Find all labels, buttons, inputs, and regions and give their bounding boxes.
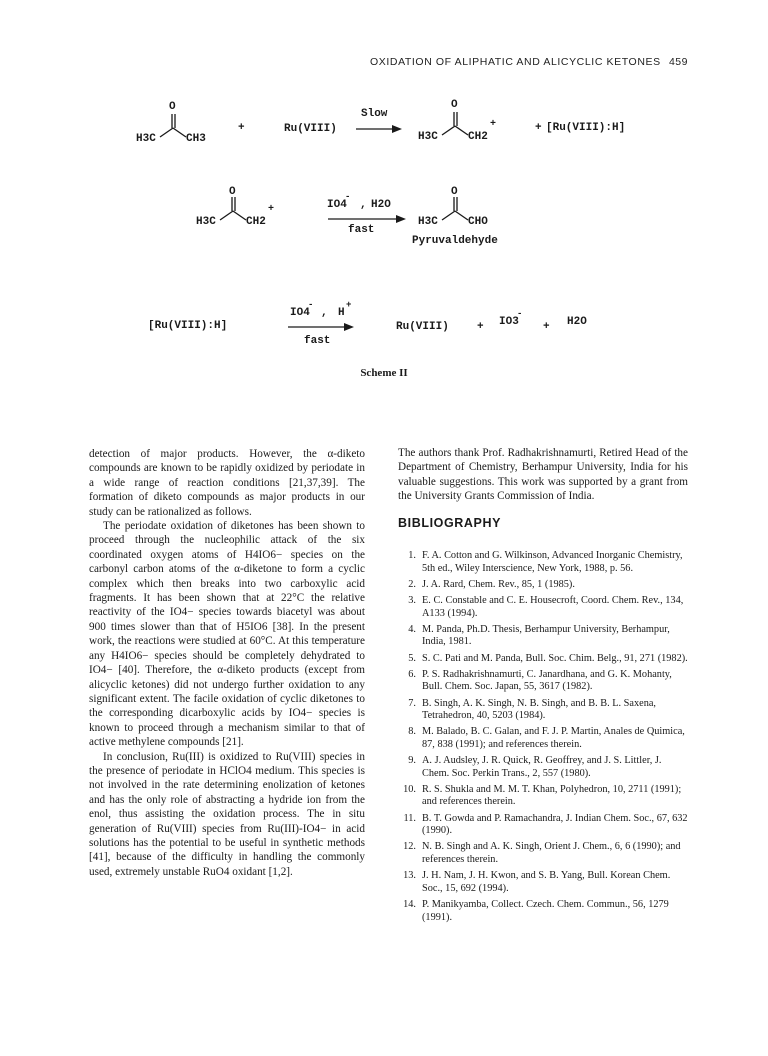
reference-number: 3 . — [398, 595, 416, 608]
reference-number: 14 . — [398, 899, 416, 912]
ruthenium-hydride-complex: [Ru(VIII):H] — [148, 320, 228, 332]
reference-item — [398, 755, 688, 780]
reference-number: 11 . — [398, 813, 416, 826]
anion-charge: - — [345, 192, 351, 202]
reference-text: B. Singh, A. K. Singh, N. B. Singh, and B. B. L. Saxena, Tetrahedron, 40, 5203 (1984). — [422, 697, 656, 722]
reference-item — [398, 653, 688, 666]
paragraph: The periodate oxidation of diketones has been shown to proceed through the nucleophilic attack of the six coordinated oxygen atoms of H4IO6− species on the carbonyl carbon atoms of the α-diketone to form a cyclic complex which then breaks into two carboxylic acid fragments. It has been shown that at 22°C the relative reactivity of the IO4− species towards biacetyl was about 900 times slower than that of H5IO6 [38]. In the present work, the reactions were studied at 60°C. At this temperature any H4IO6− species should be completely dehydrated to IO4− [40]. Therefore, the α-diketo products (except from alicyclic ketones) did not undergo further oxidation to any significant extent. The facile oxidation of cyclic diketones to the corresponding dicarboxylic acids by IO4− species is known to proceed through a mechanism similar to that of active methylene compounds [21]. — [89, 520, 365, 749]
methyl-label: H3C — [196, 216, 216, 228]
reference-item — [398, 698, 688, 723]
proton-reagent: H — [338, 307, 345, 319]
reference-item — [398, 813, 688, 838]
body-left-column — [89, 447, 365, 879]
reference-number: 4 . — [398, 624, 416, 637]
ruthenium-species: Ru(VIII) — [396, 321, 449, 333]
reference-number: 1 . — [398, 550, 416, 563]
reference-text: E. C. Constable and C. E. Housecroft, Coord. Chem. Rev., 134, A133 (1994). — [422, 594, 684, 619]
reference-item — [398, 726, 688, 751]
bibliography-heading: BIBLIOGRAPHY — [398, 516, 502, 530]
reference-number: 6 . — [398, 669, 416, 682]
reference-text: P. S. Radhakrishnamurti, C. Janardhana, and G. K. Mohanty, Bull. Chem. Soc. Japan, 55, 3617 (1982). — [422, 668, 672, 693]
reference-item — [398, 870, 688, 895]
oxygen-label: O — [169, 101, 176, 113]
methylene-label: CH2 — [468, 131, 488, 143]
ch3-bond-left-3 — [220, 211, 233, 220]
water-product: H2O — [567, 316, 587, 328]
separator: , — [321, 307, 328, 319]
acknowledgment — [398, 446, 688, 504]
reference-text: P. Manikyamba, Collect. Czech. Chem. Commun., 56, 1279 (1991). — [422, 898, 669, 923]
ruthenium-hydride-complex: [Ru(VIII):H] — [546, 122, 626, 134]
plus-sign: + — [477, 321, 484, 333]
reference-number: 7 . — [398, 698, 416, 711]
reference-item — [398, 669, 688, 694]
oxygen-label: O — [451, 186, 458, 198]
reference-number: 2 . — [398, 579, 416, 592]
cation-charge: + — [490, 119, 497, 130]
plus-sign: + — [238, 122, 245, 134]
condition-label: fast — [304, 335, 331, 347]
separator: , — [360, 199, 367, 211]
arrow-fast-head-1 — [396, 215, 406, 223]
methyl-label: CH3 — [186, 133, 206, 145]
reference-list — [398, 550, 688, 928]
reference-item — [398, 841, 688, 866]
product-name: Pyruvaldehyde — [412, 235, 498, 247]
reference-item — [398, 899, 688, 924]
scheme-caption: Scheme II — [360, 367, 408, 379]
reference-number: 13 . — [398, 870, 416, 883]
methylene-label: CH2 — [246, 216, 266, 228]
anion-charge: - — [308, 300, 314, 310]
ch2-bond-right-2 — [455, 126, 468, 135]
page-number: 459 — [668, 56, 688, 68]
reference-text: F. A. Cotton and G. Wilkinson, Advanced Inorganic Chemistry, 5th ed., Wiley Interscience, New York, 1988, p. 56. — [422, 550, 683, 574]
reference-number: 10 . — [398, 784, 416, 797]
reference-text: J. A. Rard, Chem. Rev., 85, 1 (1985). — [422, 578, 575, 590]
reference-text: S. C. Pati and M. Panda, Bull. Soc. Chim. Belg., 91, 271 (1982). — [422, 652, 688, 664]
periodate-reagent: IO4 — [327, 199, 347, 211]
acknowledgment-text: The authors thank Prof. Radhakrishnamurti, Retired Head of the Department of Chemistry, Berhampur University, India for his valuable suggestions. This work was supported by a grant from the University Grants Commission of India. — [398, 447, 688, 503]
methyl-label: H3C — [136, 133, 156, 145]
iodate-product: IO3 — [499, 316, 519, 328]
ch3-bond-right-1 — [173, 128, 186, 137]
oxygen-label: O — [451, 99, 458, 111]
reference-text: M. Balado, B. C. Galan, and F. J. P. Martin, Anales de Quimica, 87, 838 (1991); and references therein. — [422, 726, 685, 750]
reference-number: 12 . — [398, 841, 416, 854]
ch2-bond-right-3 — [233, 211, 246, 220]
reference-item — [398, 595, 688, 620]
plus-sign: + — [543, 321, 550, 333]
running-title: OXIDATION OF ALIPHATIC AND ALICYCLIC KETONES — [370, 56, 661, 68]
condition-label: Slow — [361, 108, 388, 120]
methyl-label: H3C — [418, 131, 438, 143]
paragraph: In conclusion, Ru(III) is oxidized to Ru(VIII) species in the presence of periodate in HClO4 medium. This species is not involved in the rate determining enolization of ketones and has the only role of abstracting a hydride ion from the enol, thus assisting the oxidation process. The in situ generation of Ru(VIII) species from Ru(III)-IO4− in acid solutions has the potential to be useful in synthetic methods [41], because of the difficulty in handling the commonly used, extremely unstable RuO4 oxidant [1,2]. — [89, 750, 365, 878]
periodate-reagent: IO4 — [290, 307, 310, 319]
oxygen-label: O — [229, 186, 236, 198]
reference-text: M. Panda, Ph.D. Thesis, Berhampur University, Berhampur, India, 1981. — [422, 623, 670, 648]
ch3-bond-left-2 — [442, 126, 455, 135]
water-reagent: H2O — [371, 199, 391, 211]
reference-text: N. B. Singh and A. K. Singh, Orient J. Chem., 6, 6 (1990); and references therein. — [422, 841, 681, 865]
cation-charge: + — [268, 204, 275, 215]
cho-bond-right-4 — [455, 211, 468, 220]
reference-item — [398, 784, 688, 809]
ch3-bond-left-1 — [160, 128, 173, 137]
paragraph: detection of major products. However, the α-diketo compounds are known to be rapidly oxidized by periodate in a wide range of reaction conditions [21,37,39]. The formation of diketo compounds as major products in our study can be rationalized as follows. — [89, 448, 365, 518]
ch3-bond-left-4 — [442, 211, 455, 220]
arrow-slow-head — [392, 125, 402, 133]
anion-charge: - — [517, 309, 523, 319]
reference-text: B. T. Gowda and P. Ramachandra, J. Indian Chem. Soc., 67, 632 (1990). — [422, 812, 688, 837]
plus-sign: + — [535, 122, 542, 134]
reference-number: 5 . — [398, 653, 416, 666]
reference-text: R. S. Shukla and M. M. T. Khan, Polyhedron, 10, 2711 (1991); and references therein. — [422, 783, 682, 808]
reference-item — [398, 579, 688, 592]
reference-item — [398, 550, 688, 575]
ruthenium-species: Ru(VIII) — [284, 123, 337, 135]
condition-label: fast — [348, 224, 375, 236]
reference-number: 8 . — [398, 726, 416, 739]
aldehyde-label: CHO — [468, 216, 488, 228]
arrow-fast-head-2 — [344, 323, 354, 331]
reference-text: A. J. Audsley, J. R. Quick, R. Geoffrey, and J. S. Littler, J. Chem. Soc. Perkin Trans., 2, 557 (1980). — [422, 755, 662, 779]
reference-number: 9 . — [398, 755, 416, 768]
reference-text: J. H. Nam, J. H. Kwon, and S. B. Yang, Bull. Korean Chem. Soc., 15, 692 (1994). — [422, 870, 671, 894]
reference-item — [398, 624, 688, 649]
methyl-label: H3C — [418, 216, 438, 228]
proton-charge: + — [346, 300, 352, 310]
